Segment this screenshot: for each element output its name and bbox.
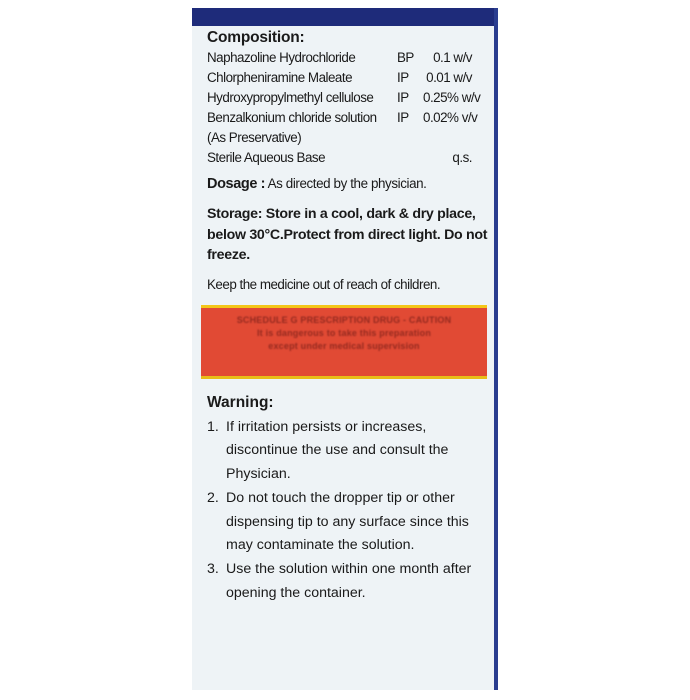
ingredient-grade: IP: [397, 90, 409, 105]
dosage-line: [207, 174, 490, 194]
warning-number: 1.: [207, 418, 219, 435]
composition-row: [207, 68, 490, 88]
base-name: Sterile Aqueous Base: [207, 150, 326, 165]
composition-row: [207, 88, 490, 108]
dosage-text: As directed by the physician.: [267, 176, 427, 191]
storage-text: Storage: Store in a cool, dark & dry place, below 30°C.Protect from direct light. Do not freeze.: [207, 206, 488, 263]
ingredient-qty: 0.02% v/v: [423, 110, 478, 125]
warning-heading: Warning:: [207, 393, 274, 411]
warning-text: Do not touch the dropper tip or other dispensing tip to any surface since this may contaminate the solution.: [226, 489, 469, 554]
medicine-label-panel: [192, 8, 498, 690]
warning-item: [207, 487, 490, 558]
composition-base-row: [207, 148, 490, 168]
ingredient-grade: BP: [397, 50, 414, 65]
warning-text: Use the solution within one month after opening the container.: [226, 561, 472, 602]
dosage-label: Dosage :: [207, 176, 266, 192]
keep-away-text: Keep the medicine out of reach of children.: [207, 276, 441, 292]
warning-item: [207, 416, 490, 487]
composition-row: [207, 108, 490, 128]
preservative-note: (As Preservative): [207, 130, 302, 145]
ingredient-qty: 0.25% w/v: [423, 90, 481, 105]
ingredient-name: Hydroxypropylmethyl cellulose: [207, 90, 374, 105]
ingredient-qty: 0.1 w/v: [433, 50, 472, 65]
warning-text: If irritation persists or increases, discontinue the use and consult the Physician.: [226, 418, 449, 483]
ingredient-name: Naphazoline Hydrochloride: [207, 50, 356, 65]
ingredient-name: Chlorpheniramine Maleate: [207, 70, 353, 85]
label-top-band: [192, 8, 498, 26]
warning-item: [207, 558, 490, 606]
composition-row: [207, 48, 490, 68]
ingredient-qty: 0.01 w/v: [426, 70, 472, 85]
ingredient-name: Benzalkonium chloride solution: [207, 110, 377, 125]
caution-line-1: SCHEDULE G PRESCRIPTION DRUG - CAUTION: [236, 314, 452, 325]
ingredient-grade: IP: [397, 110, 409, 125]
composition-list: [207, 48, 490, 168]
label-content: [207, 28, 490, 606]
caution-line-2: It is dangerous to take this preparation: [256, 327, 432, 338]
caution-line-3: except under medical supervision: [268, 340, 420, 351]
base-qty: q.s.: [452, 150, 472, 165]
base-grade-spacer: [397, 148, 423, 168]
composition-heading: Composition:: [207, 29, 305, 46]
warning-number: 3.: [207, 561, 219, 578]
warning-number: 2.: [207, 489, 219, 506]
warning-list: [207, 416, 490, 606]
schedule-caution-box: [201, 305, 487, 379]
ingredient-grade: IP: [397, 70, 409, 85]
